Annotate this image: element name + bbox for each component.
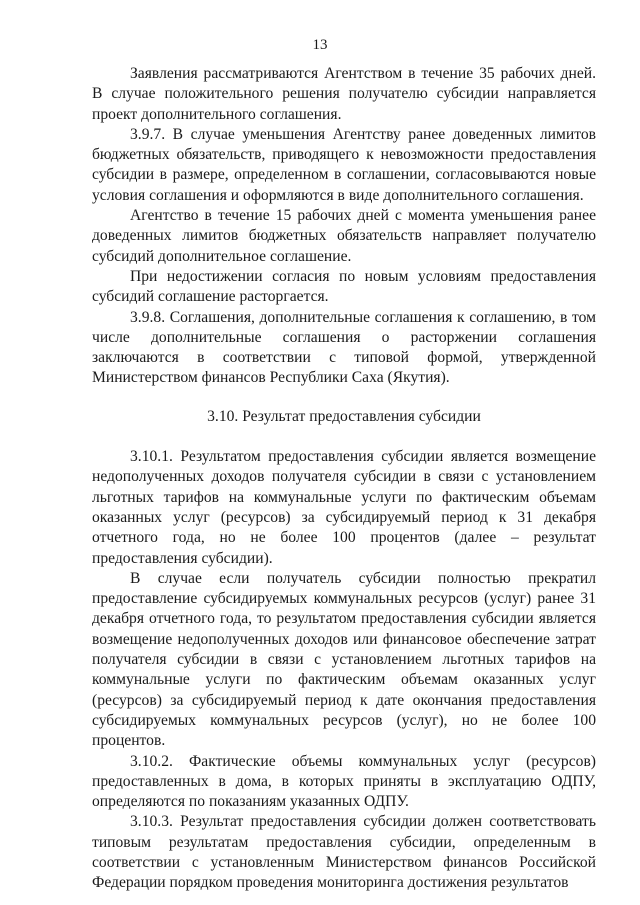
paragraph: 3.10.3. Результат предоставления субсидии должен соответствовать типовым результатам предоставления субсидии, определенным в соответствии с установленным Министерством финансов Российской Федерации порядком проведения мониторинга достижения результатов — [92, 813, 596, 892]
paragraph: 3.9.8. Соглашения, дополнительные соглашения к соглашению, в том числе дополнительные соглашения о расторжении соглашения заключаются в соответствии с типовой формой, утвержденной Министерством финансов Республики Саха (Якутия). — [92, 308, 596, 387]
paragraph: Агентство в течение 15 рабочих дней с момента уменьшения ранее доведенных лимитов бюджетных обязательств направляет получателю субсидий дополнительное соглашение. — [92, 207, 596, 265]
document-body — [92, 64, 596, 894]
paragraph: При недостижении согласия по новым условиям предоставления субсидий соглашение расторгается. — [92, 267, 596, 306]
paragraph: Заявления рассматриваются Агентством в течение 35 рабочих дней. В случае положительного решения получателю субсидии направляется проект дополнительного соглашения. — [92, 65, 596, 123]
paragraph: 3.10.1. Результатом предоставления субсидии является возмещение недополученных доходов получателя субсидии в связи с установлением льготных тарифов на коммунальные услуги по фактическим объемам оказанных услуг (ресурсов) за субсидируемый период к 31 декабря отчетного года, но не более 100 процентов (далее – результат предоставления субсидии). — [92, 448, 596, 567]
paragraph: В случае если получатель субсидии полностью прекратил предоставление субсидируемых коммунальных ресурсов (услуг) ранее 31 декабря отчетного года, то результатом предоставления субсидии является возмещение недополученных доходов или финансовое обеспечение затрат получателя субсидии в связи с установлением льготных тарифов на коммунальные услуги по фактическим объемам оказанных услуг (ресурсов) за субсидируемый период к дате окончания предоставления субсидируемых коммунальных ресурсов (услуг), но не более 100 процентов. — [92, 569, 596, 750]
paragraph: 3.9.7. В случае уменьшения Агентству ранее доведенных лимитов бюджетных обязательств, приводящего к невозможности предоставления субсидии в размере, определенном в соглашении, согласовываются новые условия соглашения и оформляются в виде дополнительного соглашения. — [92, 125, 596, 204]
section-heading: 3.10. Результат предоставления субсидии — [207, 407, 481, 425]
page-number: 13 — [312, 37, 328, 53]
paragraph: 3.10.2. Фактические объемы коммунальных услуг (ресурсов) предоставленных в дома, в которых приняты в эксплуатацию ОДПУ, определяются по показаниям указанных ОДПУ. — [92, 752, 596, 811]
